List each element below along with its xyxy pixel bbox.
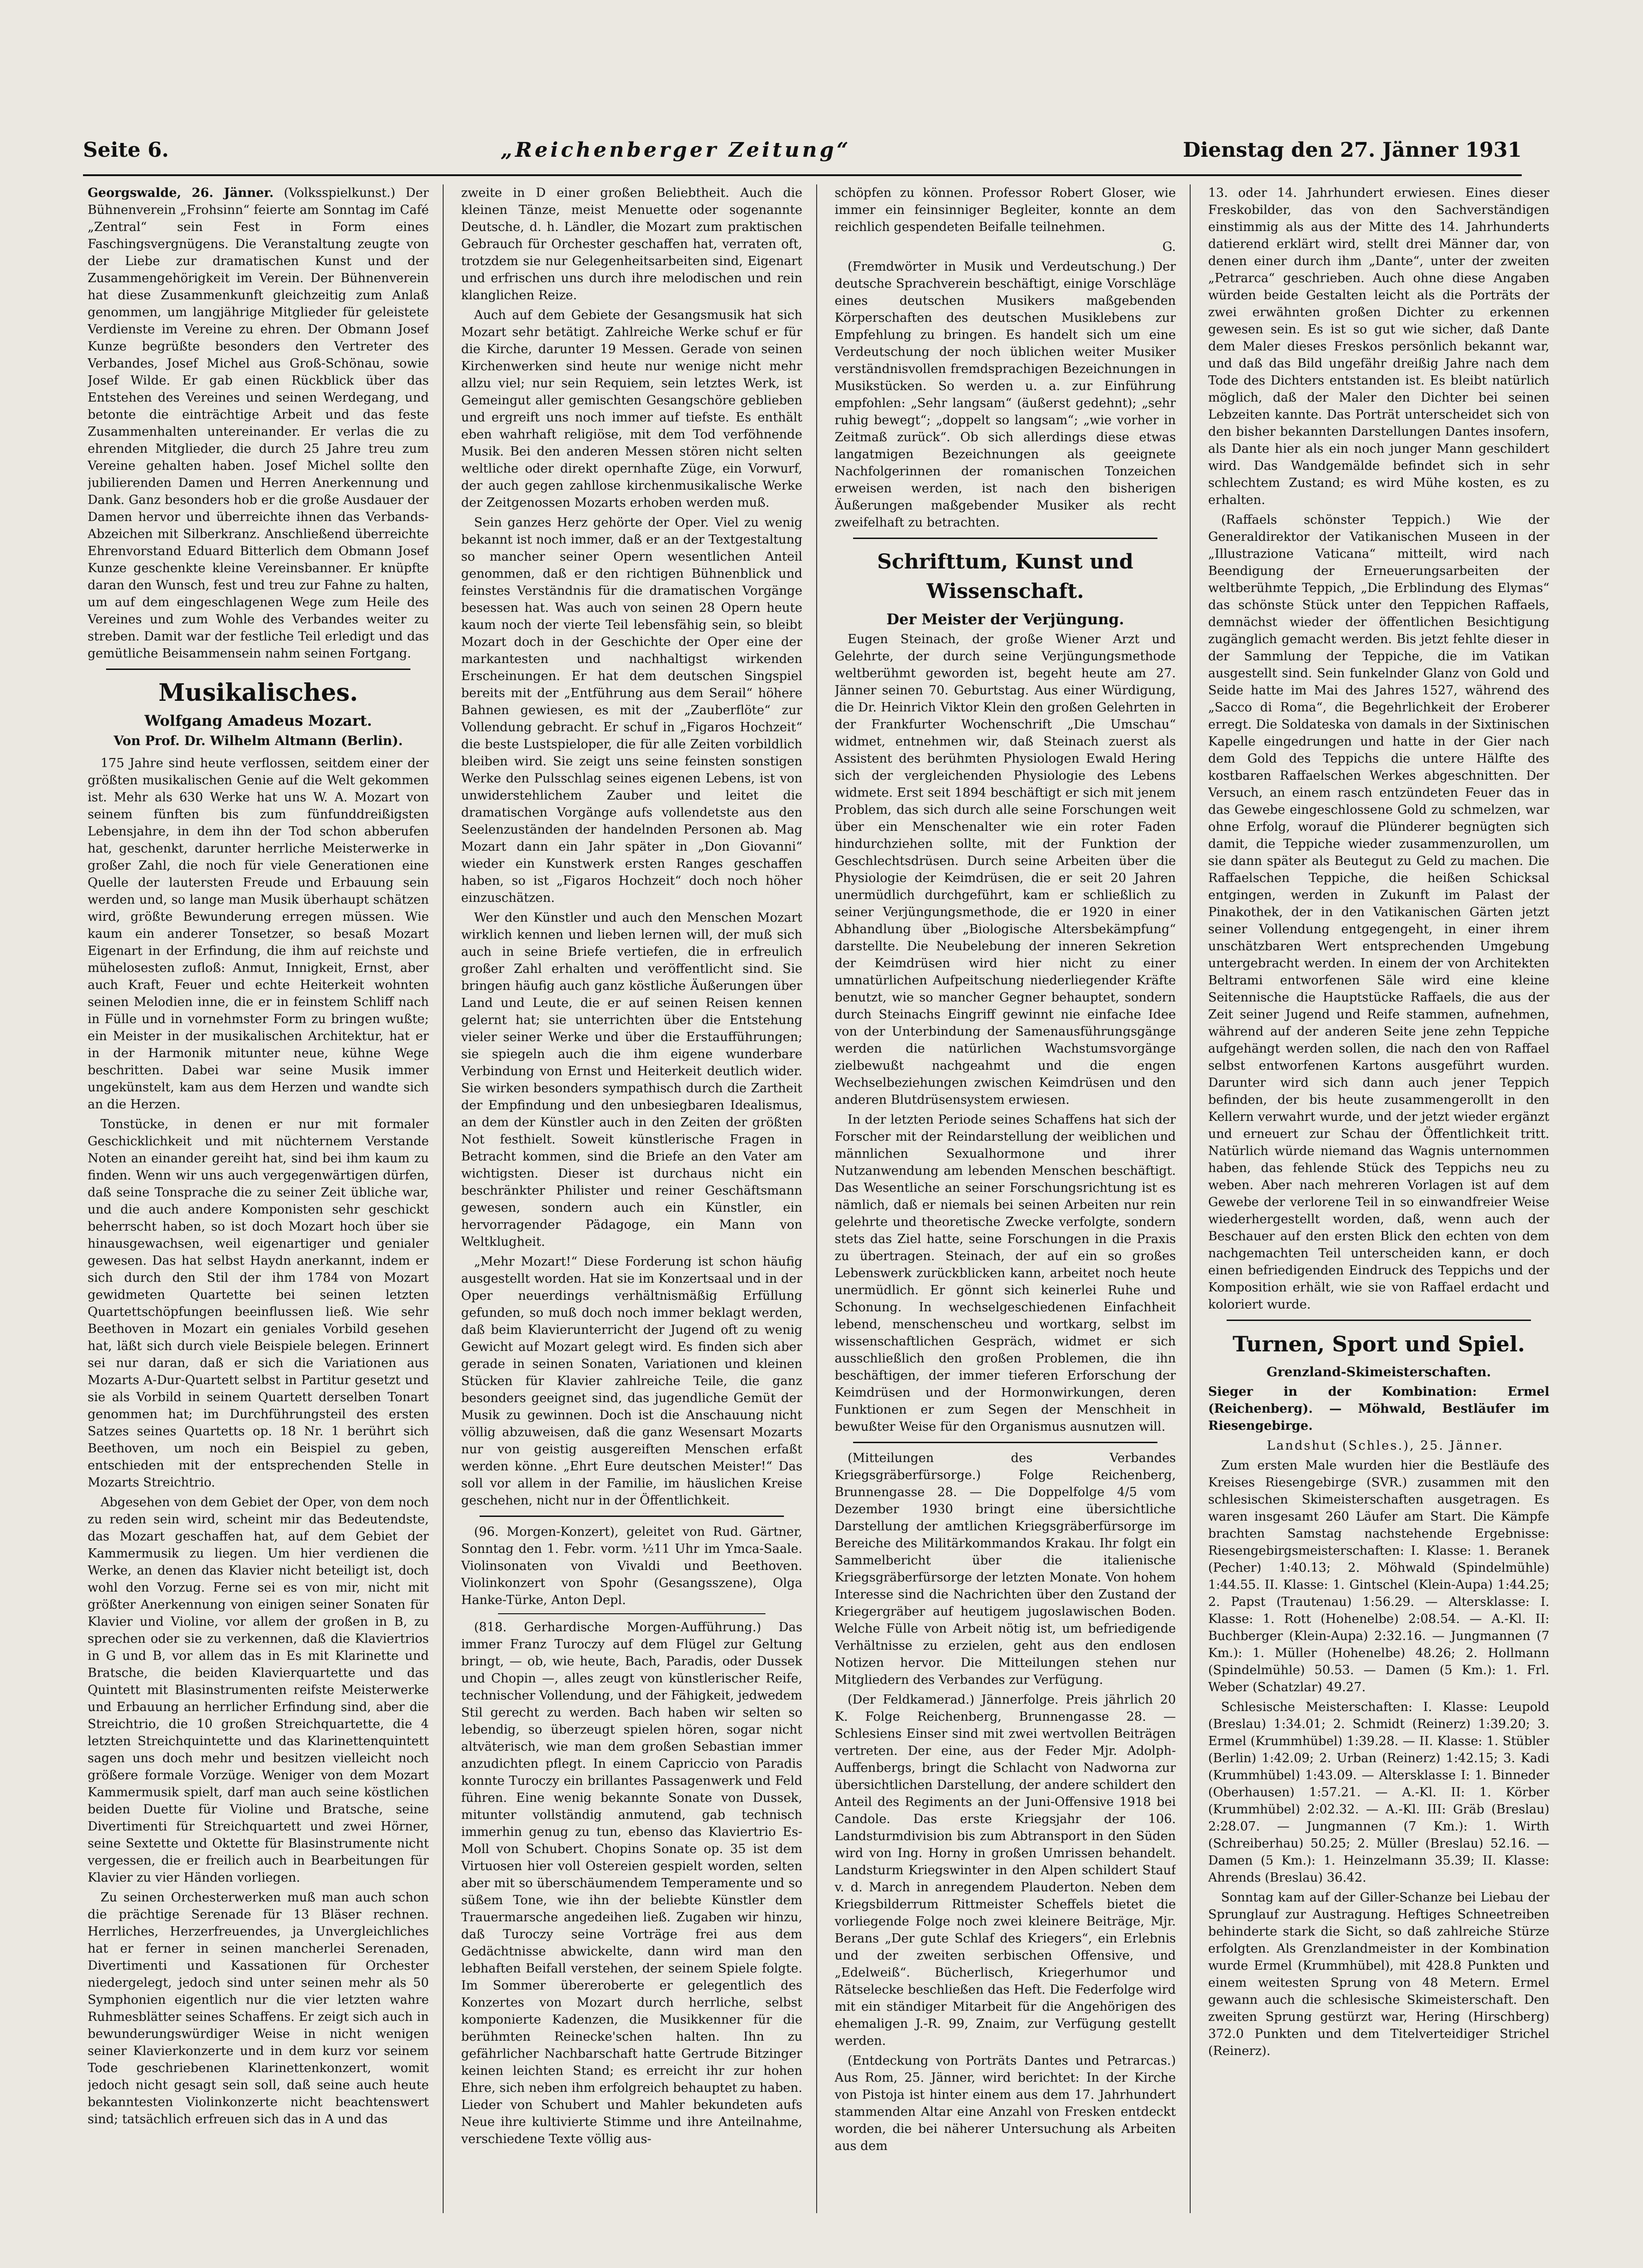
column-rule (816, 184, 817, 2213)
column-1 (88, 184, 429, 2131)
divider (480, 1516, 784, 1517)
raffael-notice: (Raffaels schönster Teppich.) Wie der Generaldirektor der Vatikanischen Museen in der „Illustrazione Vaticana“ mitteilt, wird nach Beendigung der Erneuerungsarbeiten der weltberühmte Teppich, „Die Erblindung des Elymas“ das schönste Stück unter den Teppichen Raffaels, demnächst wieder der öffentlichen Besichtigung zugänglich gemacht werden. Bis jetzt fehlte dieser in der Sammlung der Teppiche, die im Vatikan ausgestellt sind. Sein funkelnder Glanz von Gold und Seide hatte im Mai des Jahres 1527, während des „Sacco di Roma“, die Begehrlichkeit der Eroberer erregt. Die Soldateska von damals in der Sixtinischen Kapelle eingedrungen und hatte in der Gier nach dem Gold des Teppichs die untere Hälfte des kostbaren Raffaelschen Werkes abgeschnitten. Der Versuch, an einem rasch entzündeten Feuer das in das Gewebe eingeschlossene Gold zu schmelzen, war ohne Erfolg, worauf die Plünderer begnügten sich damit, die Teppiche wieder zusammenzurollen, um sie dann später als Beutegut zu Geld zu machen. Die Raffaelschen Teppiche, die heißen Schicksal entgingen, werden in Zukunft im Palast der Pinakothek, der in den Vatikanischen Gärten jetzt seiner Vollendung entgegengeht, in einer ihrem unschätzbaren Wert entsprechenden Umgebung untergebracht werden. In einem der von Architekten Beltrami entworfenen Säle wird eine kleine Seitennische die Hauptstücke Raffaels, die aus der Zeit seiner Jugend und Reife stammen, aufnehmen, während auf der anderen Seite jene zehn Teppiche aufgehängt werden sollen, die nach den von Raffael selbst entworfenen Kartons ausgeführt wurden. Darunter wird sich dann auch jener Teppich befinden, der bis heute zusammengerollt in den Kellern verwahrt wurde, und der jetzt wieder ergänzt und erneuert zur Schau der Öffentlichkeit tritt. Natürlich würde niemand das Wagnis unternommen haben, das fehlende Stück des Teppichs neu zu weben. Aber nach mehreren Vorlagen ist auf dem Gewebe der verlorene Teil in so einwandfreier Weise wiederhergestellt worden, daß, wenn auch der Beschauer auf den ersten Blick den echten von dem nachgemachten Teil unterscheiden kann, er doch einen befriedigenden Eindruck des Teppichs und der Komposition erhält, wie sie von Raffael erdacht und koloriert wurde. (1208, 513, 1549, 1312)
concert-review: (818. Gerhardische Morgen-Aufführung.) Das immer Franz Turoczy auf dem Flügel zur Geltung bringt, — ob, wie heute, Bach, Paradis, oder Dussek und Chopin —, alles zeugt von künstlerischer Reife, technischer Vollendung, und der Fähigkeit, jedwedem Stil gerecht zu werden. Bach haben wir selten so lebendig, so überzeugt spielen hören, sogar nicht altväterisch, wie man dem großen Sebastian immer anzudichten pflegt. In einem Capriccio von Paradis konnte Turoczy ein brillantes Passagenwerk und Feld führen. Eine wenig bekannte Sonate von Dussek, mitunter vollständig anmutend, gab technisch immerhin genug zu tun, ebenso das Klaviertrio Es-Moll von Schubert. Chopins Sonate op. 35 ist dem Virtuosen hier voll Ostereien gespielt worden, selten aber mit so überschäumendem Temperamente und so süßem Tone, wie ihn der beliebte Künstler dem Trauermarsche angedeihen ließ. Zugaben wir hinzu, daß Turoczy seine Vorträge frei aus dem Gedächtnisse abwickelte, dann wird man den lebhaften Beifall verstehen, der seinem Spiele folgte. Im Sommer übereroberte er gelegentlich des Konzertes von Mozart durch herrliche, selbst komponierte Kadenzen, die Musikkenner für die berühmten Reinecke'schen halten. Ihn zu gefährlicher Nachbarschaft hatte Gertrude Bitzinger keinen leichten Stand; es erreicht ihr zur hohen Ehre, sich neben ihm erfolgreich behauptet zu haben. Lieder von Schubert und Mahler bekundeten aufs Neue ihre kultivierte Stimme und ihre Anteilnahme, verschiedene Texte völlig aus- (461, 1620, 802, 2146)
mozart-paragraph: Sein ganzes Herz gehörte der Oper. Viel zu wenig bekannt ist noch immer, daß er an der Textgestaltung so mancher seiner Opern wesentlichen Anteil genommen, daß er den richtigen Bühnenblick und feinstes Verständnis für die dramatischen Vorgänge besessen hat. Was auch von seinen 28 Opern heute kaum noch der vierte Teil lebensfähig sein, so bleibt Mozart doch in der Geschichte der Oper eine der markantesten und nachhaltigst wirkenden Erscheinungen. Er hat dem deutschen Singspiel bereits mit der „Entführung aus dem Serail“ höhere Bahnen gewiesen, es mit der „Zauberflöte“ zur Vollendung gebracht. Er schuf in „Figaros Hochzeit“ die beste Lustspieloper, die für alle Zeiten vorbildlich bleiben wird. Sie zeigt uns seine feinsten sonstigen Werke den Pulsschlag seines eigenen Lebens, ist von unwiderstehlichem Zauber und leitet die dramatischen Vorgänge aufs vollendetste aus den Seelenzuständen der handelnden Personen ab. Mag Mozart dann ein Jahr später in „Don Giovanni“ wieder ein Kunstwerk ersten Ranges geschaffen haben, so ist „Figaros Hochzeit“ doch noch höher einzuschätzen. (461, 515, 802, 905)
georgswalde-notice (88, 184, 429, 662)
author-sign: G. (1162, 240, 1176, 254)
divider (106, 669, 410, 670)
ski-lead: Sieger in der Kombination: Ermel (Reichenberg). — Möhwald, Bestläufer im Riesengebirge. (1208, 1385, 1549, 1433)
mozart-paragraph: 175 Jahre sind heute verflossen, seitdem einer der größten musikalischen Genie auf die Welt gekommen ist. Mehr als 630 Werke hat uns W. A. Mozart von seinem fünften bis zum fünfunddreißigsten Lebensjahre, in dem ihn der Tod schon abberufen hat, geschenkt, darunter herrliche Meisterwerke in großer Zahl, die noch für viele Generationen eine Quelle der lautersten Freude und Erbauung sein werden und, so lange man Musik überhaupt schätzen wird, größte Bewunderung erregen müssen. Wie kaum ein anderer Tonsetzer, so besaß Mozart Eigenart in der Erfindung, die ihm auf reichste und mühelosesten zufloß: Anmut, Innigkeit, Ernst, aber auch Kraft, Feuer und echte Heiterkeit wohnten seinen Melodien inne, die er in feinstem Schliff nach in Fülle und in vornehmster Form zu bringen wußte; ein Meister in der musikalischen Architektur, hat er in der Harmonik mitunter neue, kühne Wege beschritten. Dabei war seine Musik immer ungekünstelt, kam aus dem Herzen und wandte sich an die Herzen. (88, 756, 429, 1112)
page-number: Seite 6. (83, 138, 169, 162)
page-header (83, 138, 1522, 171)
review-continued: schöpfen zu können. Professor Robert Gloser, wie immer ein feinsinniger Begleiter, konnte an dem reichlich gespendeten Beifalle teilnehmen. (835, 186, 1176, 234)
mozart-paragraph: Auch auf dem Gebiete der Gesangsmusik hat sich Mozart sehr betätigt. Zahlreiche Werke schuf er für die Kirche, darunter 19 Messen. Gerade von seinen Kirchenwerken sind heute nur wenige nicht mehr allzu viel; nur sein Requiem, sein letztes Werk, ist Gemeingut aller gemischten Gesangschöre geblieben und ergreift uns noch immer auf tiefste. Es enthält eben wahrhaft religiöse, mit dem Tod verföhnende Musik. Bei den anderen Messen stören nicht selten weltliche oder direkt opernhafte Züge, ein Vorwurf, der auch gegen zahllose kirchenmusikalische Werke der Zeitgenossen Mozarts erhoben werden muß. (461, 308, 802, 510)
column-4 (1208, 184, 1549, 2062)
kriegsgraeber-notice: (Mitteilungen des Verbandes Kriegsgräberfürsorge.) Folge Reichenberg, Brunnengasse 28. — Die Doppelfolge 4/5 vom Dezember 1930 bringt eine übersichtliche Darstellung der amtlichen Kriegsgräberfürsorge im Bereiche des Militärkommandos Krakau. Ihr folgt ein Sammelbericht über die italienische Kriegsgräberfürsorge der letzten Monate. Von hohem Interesse sind die Nachrichten über den Zustand der Kriegergräber auf heutigem jugoslawischen Boden. Welche Fülle von Arbeit nötig ist, um befriedigende Verhältnisse zu erzielen, geht aus den endlosen Notizen hervor. Die Mitteilungen stehen nur Mitgliedern des Verbandes zur Verfügung. (835, 1451, 1176, 1687)
ski-dateline: Landshut (Schles.), 25. Jänner. (1267, 1439, 1504, 1453)
mozart-paragraph: Wer den Künstler und auch den Menschen Mozart wirklich kennen und lieben lernen will, der muß sich auch in seine Briefe vertiefen, die in erfreulich großer Zahl erhalten und veröffentlicht sind. Sie bringen häufig auch ganz köstliche Äußerungen über Land und Leute, die er auf seinen Reisen kennen gelernt hat; sie unterrichten über die Entstehung vieler seiner Werke und über die Erstaufführungen; sie spiegeln auch die ihm eigene wunderbare Verbindung von Ernst und Heiterkeit deutlich wider. Sie wirken besonders sympathisch durch die Zartheit der Empfindung und den unbesiegbaren Idealismus, an dem der Künstler auch in den Zeiten der größten Not festhielt. Soweit künstlerische Fragen in Betracht kommen, sind die Briefe an den Vater am wichtigsten. Dieser ist durchaus nicht ein beschränkter Philister und reiner Geschäftsmann gewesen, sondern auch ein Künstler, ein hervorragender Pädagoge, ein Mann von Weltklugheit. (461, 911, 802, 1249)
divider (498, 1613, 765, 1614)
steinach-paragraph: Eugen Steinach, der große Wiener Arzt und Gelehrte, der durch seine Verjüngungsmethode weltberühmt geworden ist, begeht heute am 27. Jänner seinen 70. Geburtstag. Aus einer Würdigung, die Dr. Heinrich Viktor Klein den großen Gelehrten in der Frankfurter Wochenschrift „Die Umschau“ widmet, entnehmen wir, daß Steinach zuerst als Assistent des berühmten Physiologen Ewald Hering sich der vergleichenden Physiologie des Lebens widmete. Erst seit 1894 beschäftigt er sich mit jenem Problem, das sich durch alle seine Forschungen weit über ein Menschenalter wie ein roter Faden hindurchziehen sollte, mit der Funktion der Geschlechtsdrüsen. Durch seine Arbeiten über die Physiologie der Keimdrüsen, die er seit 20 Jahren unermüdlich durchgeführt, kam er schließlich zu seiner Verjüngungsmethode, die er 1920 in einer Abhandlung über „Biologische Altersbekämpfung“ darstellte. Die Neubelebung der inneren Sekretion der Keimdrüsen wird hier nicht zu einer umnatürlichen Aufpeitschung niederliegender Kräfte benutzt, wie so mancher Gegner behauptet, sondern durch Steinachs Eingriff gewinnt nie einfache Idee von der Unterbindung der Samenausführungsgänge werden die natürlichen Wachstumsvorgänge zielbewußt nachgeahmt und die engen Wechselbeziehungen zwischen Keimdrüsen und den anderen Blutdrüsensystem erwiesen. (835, 632, 1176, 1107)
dante-notice: (Entdeckung von Porträts Dantes und Petrarcas.) Aus Rom, 25. Jänner, wird berichtet: In der Kirche von Pistoja ist hinter einem aus dem 17. Jahrhundert stammenden Altar eine Anzahl von Fresken entdeckt worden, die bei näherer Untersuchung als Arbeiten aus dem (835, 2054, 1176, 2153)
issue-date: Dienstag den 27. Jänner 1931 (1183, 138, 1522, 162)
language-notice: (Fremdwörter in Musik und Verdeutschung.) Der deutsche Sprachverein beschäftigt, einige Vorschläge eines deutschen Musikers maßgebenden Körperschaften des deutschen Musiklebens zur Empfehlung zu bringen. Es handelt sich um eine Verdeutschung der noch üblichen weiter Musiker verständnisvollen fremdsprachigen Bezeichnungen in Musikstücken. So werden u. a. zur Einführung empfohlen: „Sehr langsam“ (äußerst gedehnt); „sehr ruhig bewegt“; „doppelt so langsam“; „wie vorher in Zeitmaß zurück“. Ob sich allerdings diese etwas langatmigen Bezeichnungen als geeignete Nachfolgerinnen der romanischen Tonzeichen erweisen werden, ist nach den bisherigen Äußerungen maßgebender Musiker als recht zweifelhaft zu betrachten. (835, 260, 1176, 530)
mozart-paragraph: Tonstücke, in denen er nur mit formaler Geschicklichkeit und mit nüchternem Verstande Noten an einander gereiht hat, sind bei ihm kaum zu finden. Wenn wir uns auch vergegenwärtigen dürfen, daß seine Tonsprache die zu seiner Zeit übliche war, und die auch andere Komponisten sehr geschickt beherrscht haben, so ist doch Mozart hoch über sie hinausgewachsen, weil eigenartiger und genialer gewesen. Das hat selbst Haydn anerkannt, indem er sich durch den Stil der ihm 1784 von Mozart gewidmeten Quartette bei seinen letzten Quartettschöpfungen beeinflussen ließ. Wie sehr Beethoven in Mozart ein geniales Vorbild gesehen hat, läßt sich durch viele Beispiele belegen. Erinnert sei nur daran, daß er sich die Variationen aus Mozarts A-Dur-Quartett selbst in Partitur gesetzt und sie als Vorbild in seinem Quartett derselben Tonart genommen hat; im Durchführungsteil des ersten Satzes seines Quartetts op. 18 Nr. 1 berührt sich Beethoven, um noch ein Beispiel zu geben, entschieden mit der entsprechenden Stelle in Mozarts Streichtrio. (88, 1117, 429, 1490)
column-2 (461, 184, 802, 2150)
divider (1227, 1320, 1531, 1321)
article-title-steinach: Der Meister der Verjüngung. (886, 610, 1124, 628)
header-rule (83, 174, 1522, 176)
mozart-paragraph: Abgesehen von dem Gebiet der Oper, von dem noch zu reden sein wird, scheint mir das Bedeutendste, das Mozart geschaffen hat, auf dem Gebiet der Kammermusik zu liegen. Um hier verdienen die Werke, an denen das Klavier nicht beteiligt ist, doch wohl den Vorzug. Ferne sei es von mir, nicht mit größter Anerkennung von einigen seiner Sonaten für Klavier und Violine, vor allem der großen in B, zu sprechen oder sie zu verkennen, daß die Klaviertrios in G und B, vor allem das in Es mit Klarinette und Bratsche, die beiden Klavierquartette und das Quintett mit Blasinstrumenten reifste Meisterwerke und Erbauung an herrlicher Erfindung sind, aber die Streichtrio, die 10 großen Streichquartette, die 4 letzten Streichquintette und das Klarinettenquintett sagen uns doch mehr und besitzen vielleicht noch größere formale Vorzüge. Weniger von dem Mozart Kammermusik spielt, darf man auch seine köstlichen beiden Duette für Violine und Bratsche, seine Divertimenti für Streichquartett und zwei Hörner, seine Sextette und Oktette für Blasinstrumente nicht vergessen, die er freilich auch in Bearbeitungen für Klavier zu vier Händen vorliegen. (88, 1495, 429, 1885)
section-title-schrifttum: Schrifttum, Kunst und Wissenschaft. (877, 550, 1133, 603)
article-title-ski: Grenzland-Skimeisterschaften. (1266, 1364, 1491, 1380)
section-title-sport: Turnen, Sport und Spiel. (1232, 1332, 1525, 1356)
concert-notice: (96. Morgen-Konzert), geleitet von Rud. Gärtner, Sonntag den 1. Febr. vorm. ½11 Uhr im Ymca-Saale. Violinsonaten von Vivaldi und Beethoven. Violinkonzert von Spohr (Gesangsszene), Olga Hanke-Türke, Anton Depl. (461, 1525, 802, 1607)
section-title-musikalisches: Musikalisches. (158, 679, 358, 707)
steinach-paragraph: In der letzten Periode seines Schaffens hat sich der Forscher mit der Reindarstellung der weiblichen und männlichen Sexualhormone und ihrer Nutzanwendung am lebenden Menschen beschäftigt. Das Wesentliche an seiner Forschungsrichtung ist es nämlich, daß er niemals bei seinen Arbeiten nur rein gelehrte und theoretische Zwecke verfolgte, sondern stets das Ziel hatte, seine Forschungen in die Praxis zu übertragen. Steinach, der auf ein so großes Lebenswerk zurückblicken kann, arbeitet noch heute unermüdlich. Er gönnt sich keinerlei Ruhe und Schonung. In wechselgeschiedenen Einfachheit lebend, menschenscheu und wortkarg, selbst im wissenschaftlichen Gespräch, widmet er sich ausschließlich den großen Problemen, die ihn beschäftigen, der immer tieferen Erforschung der Keimdrüsen und der Hormonwirkungen, deren Funktionen er zum Segen der Menschheit in bewußter Weise für den Organismus ausnutzen will. (835, 1113, 1176, 1434)
dante-continued: 13. oder 14. Jahrhundert erwiesen. Eines dieser Freskobilder, das von den Sachverständigen einstimmig als aus der Mitte des 14. Jahrhunderts datierend erklärt wird, stellt drei Männer dar, von denen einer durch ihm „Dante“, unter der zweiten „Petrarca“ geschrieben. Auch ohne diese Angaben würden beide Gestalten leicht als die Porträts der zwei erwähnten großen Dichter zu erkennen gewesen sein. Es ist so gut wie sicher, daß Dante dem Maler dieses Freskos persönlich bekannt war, und daß das Bild ungefähr dreißig Jahre nach dem Tode des Dichters entstanden ist. Es bleibt natürlich möglich, daß der Maler den Dichter bei seinen Lebzeiten kannte. Das Porträt unterscheidet sich von den bisher bekannten Darstellungen Dantes insofern, als Dante hier als ein noch junger Mann geschildert wird. Das Wandgemälde befindet sich in sehr schlechtem Zustand; es wird Mühe kosten, es zu erhalten. (1208, 186, 1549, 507)
mozart-paragraph: Zu seinen Orchesterwerken muß man auch schon die prächtige Serenade für 13 Bläser rechnen. Herrliches, Herzerfreuendes, ja Unvergleichliches hat er ferner in seinen mancherlei Serenaden, Divertimenti und Kassationen für Orchester niedergelegt, jedoch sind unter seinen mehr als 50 Symphonien eigentlich nur die vier letzten wahre Ruhmesblätter seines Schaffens. Er zeigt sich auch in bewunderungswürdiger Weise in nicht wenigen seiner Klavierkonzerte und in dem kurz vor seinem Tode geschriebenen Klarinettenkonzert, womit jedoch nicht gesagt sein soll, daß seine auch heute bekanntesten Violinkonzerte nicht beachtenswert sind; tatsächlich erfreuen sich das in A und das (88, 1890, 429, 2126)
column-rule (1190, 184, 1191, 2213)
divider (853, 1442, 1157, 1443)
feldkamerad-notice: (Der Feldkamerad.) Jännerfolge. Preis jährlich 20 K. Folge Reichenberg, Brunnengasse 28. — Schlesiens Einser sind mit zwei wertvollen Beiträgen vertreten. Der eine, aus der Feder Mjr. Adolph-Auffenbergs, bringt die Schlacht von Nadworna zur übersichtlichen Darstellung, der andere schildert den Anteil des Regiments an der Juni-Offensive 1918 bei Candole. Das erste Kriegsjahr der 106. Landsturmdivision bis zum Abtransport in den Süden wird von Ing. Horny in großen Umrissen behandelt. Landsturm Kriegswinter in den Alpen schildert Stauf v. d. March in anregendem Plauderton. Neben dem Kriegsbilderrum Rittmeister Scheffels bietet die vorliegende Folge noch zwei kleinere Beiträge, Mjr. Berans „Der gute Schlaf des Kriegers“, ein Erlebnis und der zweiten serbischen Offensive, und „Edelweiß“. Bücherlisch, Kriegerhumor und Rätselecke beschließen das Heft. Die Federfolge wird mit ein ständiger Mitarbeit für die Angehörigen des ehemaligen J.-R. 99, Znaim, zur Verfügung gestellt werden. (835, 1693, 1176, 2048)
column-3 (835, 184, 1176, 2157)
ski-results: Schlesische Meisterschaften: I. Klasse: Leupold (Breslau) 1:34.01; 2. Schmidt (Reinerz) 1:39.20; 3. Ermel (Krummhübel) 1:39.28. — II. Klasse: 1. Stübler (Berlin) 1:42.09; 2. Urban (Reinerz) 1:42.15; 3. Kadi (Krummhübel) 1:43.09. — Altersklasse I: 1. Binneder (Oberhausen) 1:57.21. — A.-Kl. II: 1. Körber (Krummhübel) 2:02.32. — A.-Kl. III: Gräb (Breslau) 2:28.07. — Jungmannen (7 Km.): 1. Wirth (Schreiberhau) 50.25; 2. Müller (Breslau) 52.16. — Damen (5 Km.): 1. Heinzelmann 35.39; II. Klasse: Ahrends (Breslau) 36.42. (1208, 1700, 1549, 1885)
mozart-continued: zweite in D einer großen Beliebtheit. Auch die kleinen Tänze, meist Menuette oder sogenannte Deutsche, d. h. Ländler, die Mozart zum praktischen Gebrauch für Orchester geschaffen hat, verraten oft, trotzdem sie nur Gelegenheitsarbeiten sind, Eigenart und erfrischen uns durch ihre melodischen und rein klanglichen Reize. (461, 186, 802, 302)
newspaper-title: „Reichenberger Zeitung“ (500, 138, 851, 162)
article-title-mozart: Wolfgang Amadeus Mozart. (144, 712, 372, 729)
mozart-paragraph: „Mehr Mozart!“ Diese Forderung ist schon häufig ausgestellt worden. Hat sie im Konzertsaal und in der Oper neuerdings verhältnismäßig Erfüllung gefunden, so muß doch noch immer beklagt werden, daß beim Klavierunterricht der Jugend oft zu wenig Gewicht auf Mozart gelegt wird. Es finden sich aber gerade in seinen Sonaten, Variationen und kleinen Stücken für Klavier zahlreiche Teile, die ganz besonders geeignet sind, das jugendliche Gemüt der Musik zu gewinnen. Doch ist die Anschauung nicht völlig abzuweisen, daß die ganz Wesensart Mozarts nur von geistig ausgereiften Menschen erfaßt werden könne. „Ehrt Eure deutschen Meister!“ Das soll vor allem in der Familie, im häuslichen Kreise geschehen, nicht nur in der Öffentlichkeit. (461, 1255, 802, 1508)
georgswalde-text: (Volksspielkunst.) Der Bühnenverein „Frohsinn“ feierte am Sonntag im Café „Zentral“ sein Fest in Form eines Faschingsvergnügens. Die Veranstaltung zeugte von der Liebe zur dramatischen Kunst und der Zusammengehörigkeit im Verein. Der Bühnenverein hat diese Zusammenkunft gleichzeitig zum Anlaß genommen, um langjährige Mitglieder für geleistete Verdienste im Vereine zu ehren. Der Obmann Josef Kunze begrüßte besonders den Vertreter des Verbandes, Josef Michel aus Groß-Schönau, sowie Josef Wilde. Er gab einen Rückblick über das Entstehen des Vereines und seinen Werdegang, und betonte die einträchtige Arbeit und das feste Zusammenhalten untereinander. Er verlas die zu ehrenden Mitglieder, die durch 25 Jahre treu zum Vereine gehalten haben. Josef Michel sollte den jubilierenden Damen und Herren Anerkennung und Dank. Ganz besonders hob er die große Ausdauer der Damen hervor und überreichte ihnen das Verbands-Abzeichen mit Silberkranz. Anschließend überreichte Ehrenvorstand Eduard Bitterlich dem Obmann Josef Kunze geschenkte kleine Vereinsbanner. Er knüpfte daran den Wunsch, fest und treu zur Fahne zu halten, um auf dem eingeschlagenen Wege zum Heile des Vereines und zum Wohle des Verbandes weiter zu streben. Damit war der festliche Teil erledigt und das gemütliche Beisammensein nahm seinen Fortgang. (88, 186, 429, 661)
ski-results: Zum ersten Male wurden hier die Bestläufe des Kreises Riesengebirge (SVR.) zusammen mit den schlesischen Skimeisterschaften ausgetragen. Es waren insgesamt 260 Läufer am Start. Die Kämpfe brachten Samstag nachstehende Ergebnisse: Riesengebirgsmeisterschaften: I. Klasse: 1. Beranek (Pecher) 1:40.13; 2. Möhwald (Spindelmühle) 1:44.55. II. Klasse: 1. Gintschel (Klein-Aupa) 1:44.25; 2. Papst (Trautenau) 1:56.29. — Altersklasse: I. Klasse: 1. Rott (Hohenelbe) 2:08.54. — A.-Kl. II: Buchberger (Klein-Aupa) 2:32.16. — Jungmannen (7 Km.): 1. Müller (Hohenelbe) 48.26; 2. Hollmann (Spindelmühle) 50.53. — Damen (5 Km.): 1. Frl. Weber (Schatzlar) 49.27. (1208, 1458, 1549, 1694)
georgswalde-dateline: Georgswalde, 26. Jänner. (88, 186, 274, 200)
column-rule (443, 184, 444, 2213)
article-byline: Von Prof. Dr. Wilhelm Altmann (Berlin). (113, 733, 403, 748)
divider (853, 538, 1157, 539)
ski-jump: Sonntag kam auf der Giller-Schanze bei Liebau der Sprunglauf zur Austragung. Heftiges Schneetreiben behinderte stark die Sicht, so daß zahlreiche Stürze erfolgten. Als Grenzlandmeister in der Kombination wurde Ermel (Krummhübel), mit 428.8 Punkten und einem weitesten Sprung von 48 Metern. Ermel gewann auch die schlesische Skimeisterschaft. Den zweiten Sprung gestürzt war, Hering (Hirschberg) 372.0 Punkten und dem Titelverteidiger Strichel (Reinerz). (1208, 1890, 1549, 2058)
